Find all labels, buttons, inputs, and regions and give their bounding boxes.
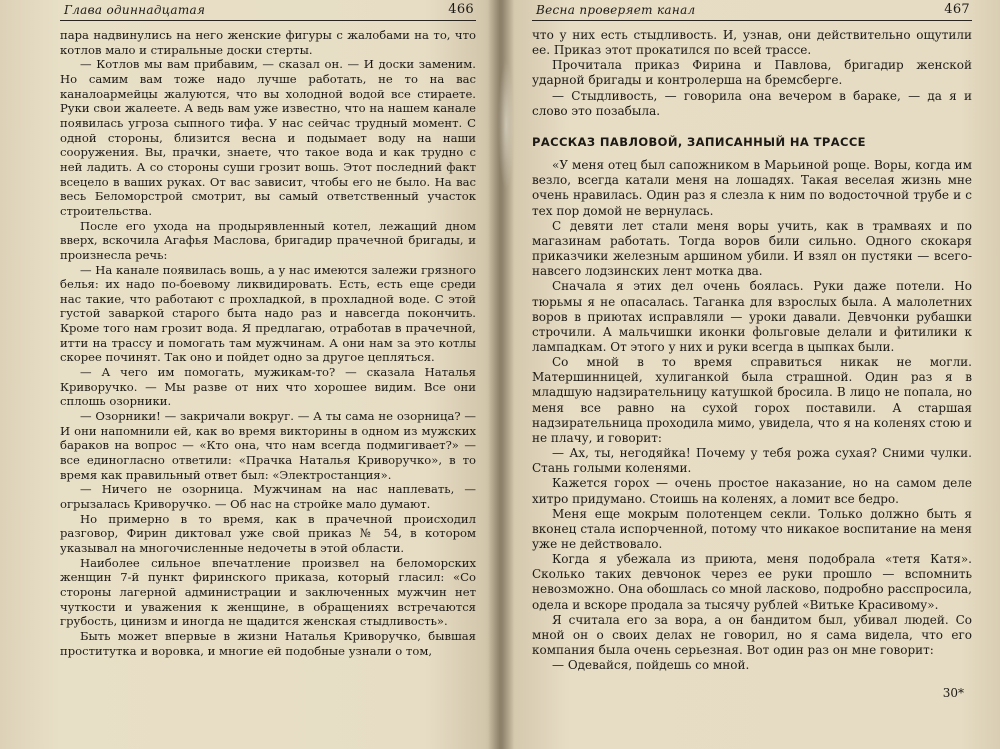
right-running-head [532,0,972,21]
left-running-head [60,0,476,21]
paragraph: «У меня отец был сапожником в Марьиной роще. Воры, когда им везло, всегда катали меня на лошадях. Такая веселая жизнь мне очень нравилась. Один раз я слезла к ним по водосточной трубе и с тех пор домой не вернулась. [532,158,972,218]
paragraph: — Ничего не озорница. Мужчинам на нас наплевать, — огрызалась Криворучко. — Об нас на стройке мало думают. [60,482,476,511]
paragraph: После его ухода на продырявленный котел, лежащий дном вверх, вскочила Агафья Маслова, бригадир прачечной бригады, и произнесла речь: [60,218,476,262]
paragraph: Но примерно в то время, как в прачечной происходил разговор, Фирин диктовал уже свой приказ № 54, в котором указывал на многочисленные недочеты в этой области. [60,511,476,555]
paragraph: — Ах, ты, негодяйка! Почему у тебя рожа сухая? Сними чулки. Стань голыми коленями. [532,446,972,476]
paragraph: — На канале появилась вошь, а у нас имеются залежи грязного белья: их надо по-боевому ликвидировать. Есть, есть еще среди нас такие, что работают с прохладкой, в прохладной воде. С этой густой заваркой старого быта надо раз и навсегда покончить. Кроме того нам грозит вода. Я предлагаю, отработав в прачечной, итти на трассу и помогать там мужчинам. А они нам за это котлы скорее починят. Так оно и пойдет одно за другое цепляться. [60,262,476,365]
paragraph: Когда я убежала из приюта, меня подобрала «тетя Катя». Сколько таких девчонок через ее руки прошло — вспомнить невозможно. Она обошлась со мной ласково, подробно расспросила, одела и вскоре продала за тысячу рублей «Витьке Красивому». [532,552,972,612]
paragraph: Меня еще мокрым полотенцем секли. Только должно быть я вконец стала испорченной, потому что никакое воспитание на меня уже не действовало. [532,506,972,551]
paragraph: — Котлов мы вам прибавим, — сказал он. — И доски заменим. Но самим вам тоже надо лучше работать, не то на вас каналоармейцы жалуются, что вы холодной водой все стираете. Руки свои жалеете. А ведь вам уже известно, что на нашем канале появилась угроза сыпного тифа. У нас сейчас трудный момент. С одной стороны, близится весна и подымает воду на наши сооружения. Вы, прачки, знаете, что такое вода и как трудно с ней ладить. А со стороны суши грозит вошь. Этот последний факт всецело в ваших руках. От вас зависит, чтобы его не было. На вас весь Беломорстрой смотрит, вы самый ответственный участок строительства. [60,57,476,218]
left-chapter-title: Глава одиннадцатая [64,3,206,17]
paragraph: что у них есть стыдливость. И, узнав, они действительно ощутили ее. Приказ этот прокатился по всей трассе. [532,28,972,58]
right-page-body [532,28,972,673]
paragraph: Наиболее сильное впечатление произвел на беломорских женщин 7-й пункт фиринского приказа, который гласил: «Со стороны лагерной администрации и заключенных мужчин нет чуткости и уважения к женщине, в обращениях встречаются грубость, цинизм и иногда не щадится женская стыдливость». [60,555,476,629]
paragraph: Прочитала приказ Фирина и Павлова, бригадир женской ударной бригады и контролерша на бремсберге. [532,58,972,88]
signature-mark: 30* [942,686,964,700]
paragraph: пара надвинулись на него женские фигуры с жалобами на то, что котлов мало и стиральные доски стерты. [60,28,476,57]
section-title: РАССКАЗ ПАВЛОВОЙ, ЗАПИСАННЫЙ НА ТРАССЕ [532,134,866,149]
paragraph: — Одевайся, пойдешь со мной. [552,658,750,673]
right-page [500,0,1000,749]
paragraph: — А чего им помогать, мужикам-то? — сказала Наталья Криворучко. — Мы разве от них что хорошее видим. Все они сплошь озорники. [60,365,476,409]
paragraph: — Стыдливость, — говорила она вечером в бараке, — да я и слово это позабыла. [532,88,972,118]
paragraph: Быть может впервые в жизни Наталья Криворучко, бывшая проститутка и воровка, и многие ей подобные узнали о том, [60,628,476,658]
left-page-body [60,28,476,658]
paragraph: С девяти лет стали меня воры учить, как в трамваях и по магазинам работать. Тогда воров били сильно. Одного скокаря приказчики железным аршином убили. И взял он пустяки — всего-навсего лодзинских лент мотка два. [532,218,972,279]
paragraph: Я считала его за вора, а он бандитом был, убивал людей. Со мной он о своих делах не говорил, но я сама видела, что его компания была очень серьезная. Вот один раз он мне говорит: [532,612,972,658]
paragraph: Сначала я этих дел очень боялась. Руки даже потели. Но тюрьмы я не опасалась. Таганка для взрослых была. А малолетних воров в приютах исправляли — уроки давали. Девчонки рубашки строчили. А мальчишки иконки фольговые делали и фитилики к лампадкам. От этого у них и руки всегда в цыпках были. [532,279,972,354]
right-chapter-title: Весна проверяет канал [536,3,696,17]
left-page-number: 466 [448,2,474,17]
right-page-number: 467 [944,2,970,17]
paragraph: — Озорники! — закричали вокруг. — А ты сама не озорница? — И они напомнили ей, как во время викторины в одном из мужских бараков на вопрос — «Кто она, что нам всегда подмигивает?» — все единогласно ответили: «Прачка Наталья Криворучко», в то время как правильный ответ был: «Электростанция». [60,409,476,482]
paragraph: Кажется горох — очень простое наказание, но на самом деле хитро придумано. Стоишь на коленях, а ломит все бедро. [532,476,972,506]
paragraph: Со мной в то время справиться никак не могли. Матершинницей, хулиганкой была страшной. Один раз я в младшую надзирательницу катушкой бросила. В лицо не попала, но меня все равно на сухой горох поставили. А старшая надзирательница проходила мимо, увидела, что я на коленях стою и не плачу, и говорит: [532,355,973,445]
